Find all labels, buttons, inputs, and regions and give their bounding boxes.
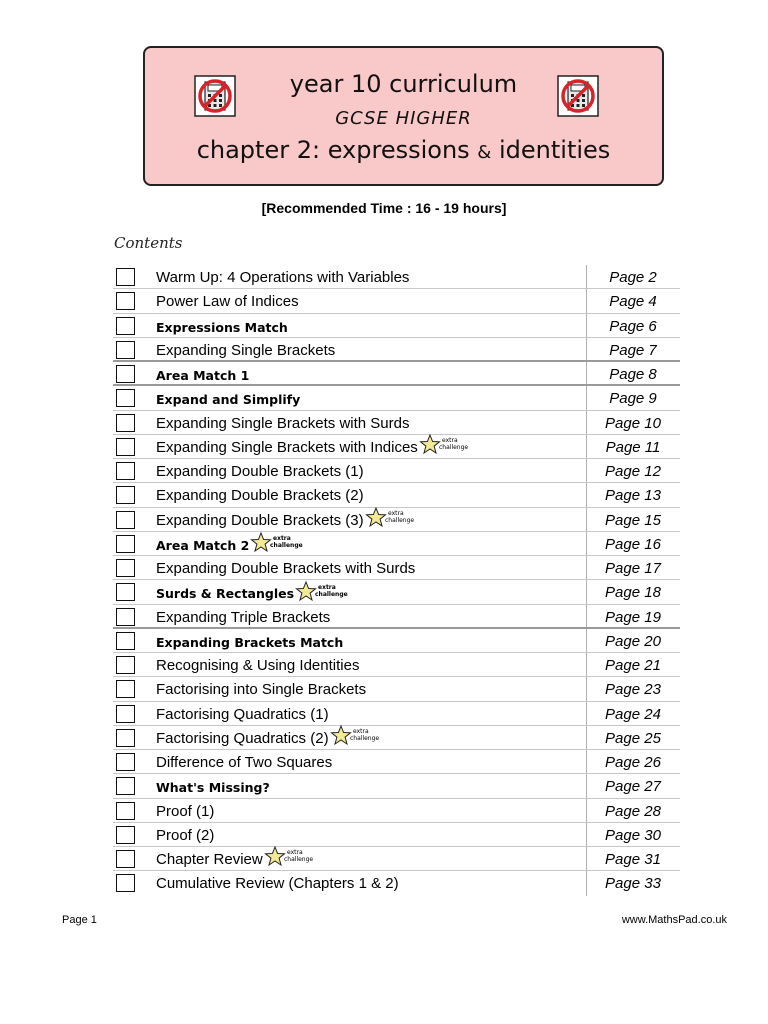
toc-row (113, 362, 680, 386)
completion-checkbox[interactable] (116, 414, 135, 432)
toc-item-title-text: Expand and Simplify (156, 392, 301, 408)
toc-item-title-text: Expanding Triple Brackets (156, 608, 331, 626)
completion-checkbox[interactable] (116, 268, 135, 286)
completion-checkbox[interactable] (116, 486, 135, 504)
toc-item-page: Page 18 (605, 584, 661, 602)
toc-row (113, 580, 680, 604)
completion-checkbox[interactable] (116, 874, 135, 892)
toc-item-title-text: Expanding Double Brackets with Surds (156, 560, 416, 577)
contents-heading: Contents (114, 234, 183, 252)
toc-item-page: Page 7 (609, 341, 657, 359)
toc-item-title-text: Expanding Brackets Match (156, 634, 344, 650)
toc-item-page: Page 9 (609, 390, 657, 408)
toc-item-title-text: What's Missing? (156, 780, 270, 796)
completion-checkbox[interactable] (116, 292, 135, 310)
toc-item-title (156, 436, 468, 456)
toc-item-page: Page 8 (609, 366, 657, 383)
toc-item-page: Page 23 (605, 681, 661, 699)
extra-challenge-label: challenge (438, 443, 468, 451)
toc-item-title-text: Factorising Quadratics (1) (156, 705, 329, 723)
toc-item-title (156, 875, 399, 892)
toc-row (113, 847, 680, 871)
toc-item-page: Page 25 (605, 729, 661, 747)
toc-item-page: Page 6 (609, 317, 657, 335)
toc-item-title-text: Expanding Single Brackets with Indices (156, 438, 418, 456)
toc-item-page: Page 21 (605, 657, 661, 674)
toc-row (113, 677, 680, 701)
course-subtitle: GCSE HIGHER (335, 108, 472, 129)
toc-row (113, 411, 680, 435)
extra-challenge-label: extra (286, 849, 303, 857)
completion-checkbox[interactable] (116, 729, 135, 747)
completion-checkbox[interactable] (116, 802, 135, 820)
toc-item-title (156, 293, 299, 310)
toc-row (113, 314, 680, 338)
extra-challenge-star-icon (251, 532, 304, 554)
toc-item-page: Page 24 (605, 705, 661, 723)
toc-row (113, 532, 680, 556)
contents-list (113, 265, 680, 896)
toc-item-title (156, 706, 329, 723)
extra-challenge-star-icon (265, 846, 311, 868)
extra-challenge-star-icon (366, 507, 412, 529)
toc-item-title (156, 487, 364, 504)
toc-item-page: Page 33 (605, 875, 661, 893)
completion-checkbox[interactable] (116, 462, 135, 480)
toc-item-page: Page 2 (609, 269, 657, 286)
toc-item-title-text: Factorising Quadratics (2) (156, 729, 329, 747)
toc-row (113, 605, 680, 629)
chapter-title-end: identities (498, 136, 611, 164)
toc-item-title (156, 463, 364, 480)
completion-checkbox[interactable] (116, 511, 135, 529)
toc-item-title-text: Expanding Double Brackets (3) (156, 511, 364, 529)
footer-website: www.MathsPad.co.uk (621, 914, 727, 926)
toc-item-page: Page 15 (605, 511, 661, 529)
toc-item-title-text: Expanding Double Brackets (2) (156, 487, 364, 505)
extra-challenge-star-icon (420, 434, 466, 456)
toc-item-title (156, 392, 300, 407)
toc-item-title (156, 609, 330, 626)
extra-challenge-label: challenge (270, 542, 304, 550)
toc-item-title (156, 560, 415, 577)
toc-item-page: Page 30 (605, 826, 661, 844)
extra-challenge-label: challenge (283, 856, 313, 864)
toc-item-title-text: Expanding Double Brackets (1) (156, 463, 364, 480)
completion-checkbox[interactable] (116, 559, 135, 577)
extra-challenge-label: extra (273, 535, 292, 543)
completion-checkbox[interactable] (116, 656, 135, 674)
title-banner (143, 46, 664, 186)
toc-row (113, 508, 680, 532)
toc-item-title (156, 657, 359, 674)
toc-item-title (156, 269, 409, 286)
toc-item-page: Page 4 (609, 293, 657, 311)
extra-challenge-label: challenge (349, 734, 379, 742)
toc-item-page: Page 31 (605, 851, 661, 868)
toc-item-title-text: Difference of Two Squares (156, 754, 333, 771)
completion-checkbox[interactable] (116, 535, 135, 553)
toc-item-page: Page 17 (605, 560, 661, 577)
toc-item-title (156, 535, 304, 555)
extra-challenge-label: extra (387, 509, 404, 517)
completion-checkbox[interactable] (116, 389, 135, 407)
toc-item-title (156, 827, 214, 844)
toc-row (113, 459, 680, 483)
toc-row (113, 871, 680, 895)
toc-item-title (156, 583, 348, 603)
toc-item-title (156, 780, 270, 795)
toc-item-page: Page 27 (605, 778, 661, 796)
toc-row (113, 750, 680, 774)
completion-checkbox[interactable] (116, 680, 135, 698)
toc-item-page: Page 26 (605, 754, 661, 771)
toc-item-title (156, 368, 249, 383)
toc-row (113, 774, 680, 798)
toc-item-title-text: Proof (1) (156, 802, 215, 820)
toc-item-title (156, 342, 335, 359)
completion-checkbox[interactable] (116, 777, 135, 795)
toc-item-page: Page 10 (605, 414, 661, 432)
toc-row (113, 823, 680, 847)
toc-row (113, 653, 680, 677)
toc-row (113, 338, 680, 362)
toc-item-title (156, 681, 366, 698)
toc-row (113, 556, 680, 580)
completion-checkbox[interactable] (116, 438, 135, 456)
extra-challenge-label: extra (352, 727, 369, 735)
toc-item-title (156, 320, 288, 335)
toc-item-title-text: Recognising & Using Identities (156, 657, 360, 674)
toc-item-title-text: Area Match 1 (156, 368, 250, 383)
toc-item-title-text: Cumulative Review (Chapters 1 & 2) (156, 875, 399, 893)
toc-item-page: Page 20 (605, 632, 661, 650)
chapter-title-main: chapter 2: expressions (196, 136, 470, 164)
toc-item-page: Page 16 (605, 535, 661, 553)
extra-challenge-label: challenge (384, 516, 414, 524)
toc-row (113, 435, 680, 459)
toc-item-title (156, 851, 311, 868)
toc-item-page: Page 13 (605, 487, 661, 505)
extra-challenge-star-icon (331, 725, 377, 747)
extra-challenge-label: extra (318, 583, 336, 591)
toc-item-title (156, 754, 332, 771)
completion-checkbox[interactable] (116, 826, 135, 844)
toc-item-title-text: Warm Up: 4 Operations with Variables (156, 269, 410, 286)
toc-item-page: Page 12 (605, 463, 661, 480)
extra-challenge-label: extra (441, 436, 458, 444)
toc-item-page: Page 11 (605, 438, 661, 456)
toc-item-title-text: Chapter Review (156, 851, 263, 868)
extra-challenge-star-icon (296, 581, 348, 603)
completion-checkbox[interactable] (116, 705, 135, 723)
chapter-title (145, 136, 662, 164)
toc-item-title (156, 803, 214, 820)
completion-checkbox[interactable] (116, 365, 135, 383)
extra-challenge-label: challenge (315, 590, 348, 598)
toc-item-title-text: Proof (2) (156, 826, 215, 844)
recommended-time: [Recommended Time : 16 - 19 hours] (261, 200, 507, 216)
toc-item-title (156, 415, 409, 432)
footer-page-number: Page 1 (62, 914, 97, 926)
toc-row (113, 483, 680, 507)
toc-item-title (156, 509, 414, 529)
completion-checkbox[interactable] (116, 632, 135, 650)
completion-checkbox[interactable] (116, 753, 135, 771)
toc-item-title-text: Expanding Single Brackets (156, 341, 336, 359)
toc-row (113, 289, 680, 313)
curriculum-title: year 10 curriculum (289, 70, 518, 98)
completion-checkbox[interactable] (116, 341, 135, 359)
toc-item-title-text: Area Match 2 (156, 537, 250, 553)
toc-row (113, 702, 680, 726)
toc-item-page: Page 28 (605, 802, 661, 820)
toc-item-title-text: Expanding Single Brackets with Surds (156, 414, 410, 432)
completion-checkbox[interactable] (116, 850, 135, 868)
toc-row (113, 799, 680, 823)
toc-item-title-text: Factorising into Single Brackets (156, 681, 367, 699)
toc-row (113, 265, 680, 289)
completion-checkbox[interactable] (116, 608, 135, 626)
chapter-title-ampersand: & (477, 142, 492, 163)
toc-item-title-text: Power Law of Indices (156, 293, 299, 311)
completion-checkbox[interactable] (116, 583, 135, 601)
toc-item-title-text: Expressions Match (156, 319, 288, 335)
completion-checkbox[interactable] (116, 317, 135, 335)
toc-item-title (156, 727, 379, 747)
toc-item-title-text: Surds & Rectangles (156, 586, 295, 602)
toc-row (113, 386, 680, 410)
toc-item-title (156, 635, 343, 650)
toc-item-page: Page 19 (605, 608, 661, 626)
toc-row (113, 629, 680, 653)
toc-row (113, 726, 680, 750)
